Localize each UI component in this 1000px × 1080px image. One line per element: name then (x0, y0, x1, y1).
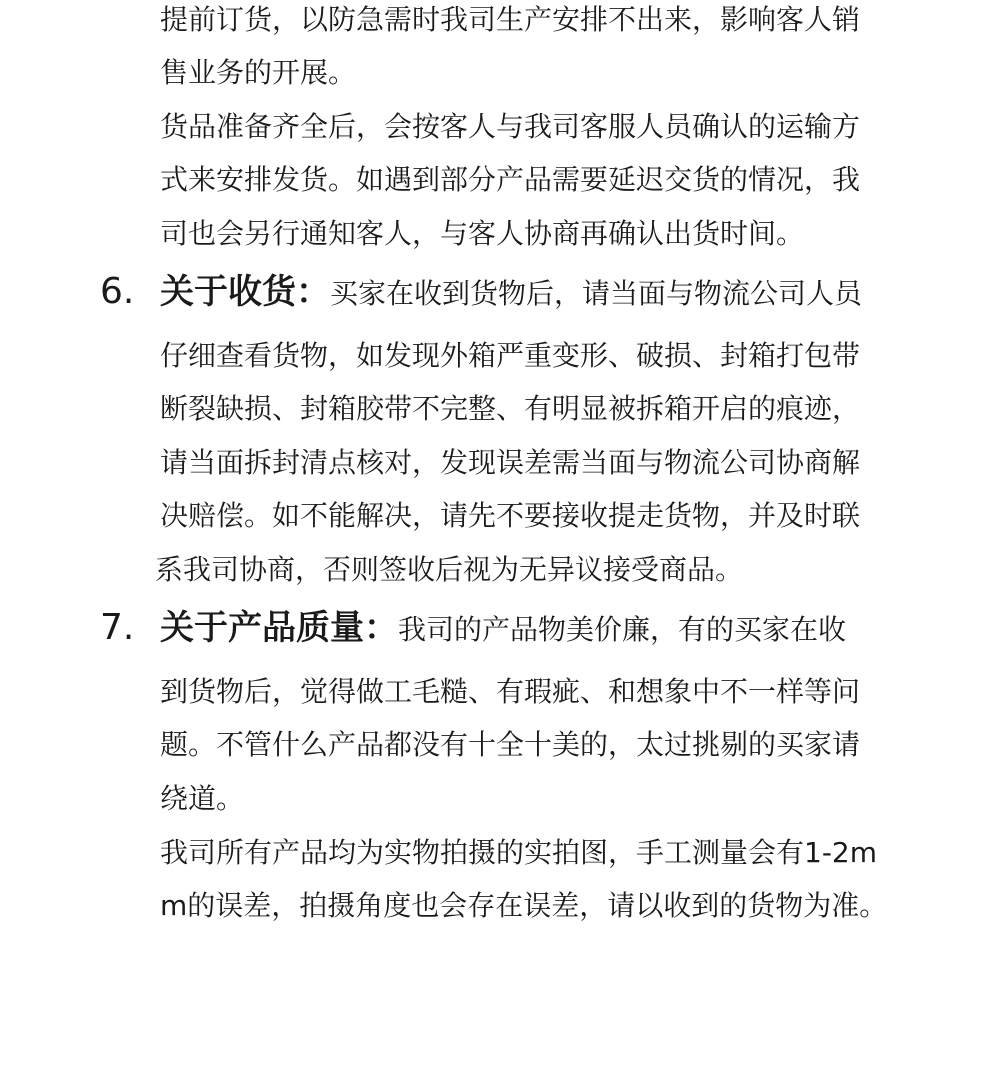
paragraph-line: 我司所有产品均为实物拍摄的实拍图，手工测量会有1-2m (160, 836, 878, 869)
item-first-line (160, 606, 846, 652)
paragraph-line: m的误差，拍摄角度也会存在误差，请以收到的货物为准。 (160, 889, 888, 922)
item-number: 7. (100, 607, 135, 648)
item-heading: 关于产品质量： (160, 608, 398, 648)
paragraph-line: 售业务的开展。 (160, 56, 357, 89)
paragraph-line: 决赔偿。如不能解决，请先不要接收提走货物，并及时联 (160, 499, 861, 532)
paragraph-line: 仔细查看货物，如发现外箱严重变形、破损、封箱打包带 (160, 339, 861, 372)
paragraph-line: 货品准备齐全后，会按客人与我司客服人员确认的运输方 (160, 110, 861, 143)
paragraph-line: 式来安排发货。如遇到部分产品需要延迟交货的情况，我 (160, 163, 861, 196)
item-first-line (160, 270, 862, 316)
paragraph-line: 提前订货，以防急需时我司生产安排不出来，影响客人销 (160, 3, 861, 36)
paragraph-line: 司也会另行通知客人，与客人协商再确认出货时间。 (160, 217, 805, 250)
item-heading: 关于收货： (160, 272, 330, 312)
paragraph-line: 到货物后，觉得做工毛糙、有瑕疵、和想象中不一样等问 (160, 675, 861, 708)
item-first-text: 买家在收到货物后，请当面与物流公司人员 (330, 277, 863, 310)
paragraph-line: 请当面拆封清点核对，发现误差需当面与物流公司协商解 (160, 446, 861, 479)
item-number: 6. (100, 271, 135, 312)
item-first-text: 我司的产品物美价廉，有的买家在收 (398, 613, 847, 646)
paragraph-line: 题。不管什么产品都没有十全十美的，太过挑剔的买家请 (160, 728, 861, 761)
paragraph-line: 绕道。 (160, 782, 245, 815)
paragraph-line: 断裂缺损、封箱胶带不完整、有明显被拆箱开启的痕迹， (160, 392, 861, 425)
paragraph-line: 系我司协商，否则签收后视为无异议接受商品。 (155, 553, 744, 586)
